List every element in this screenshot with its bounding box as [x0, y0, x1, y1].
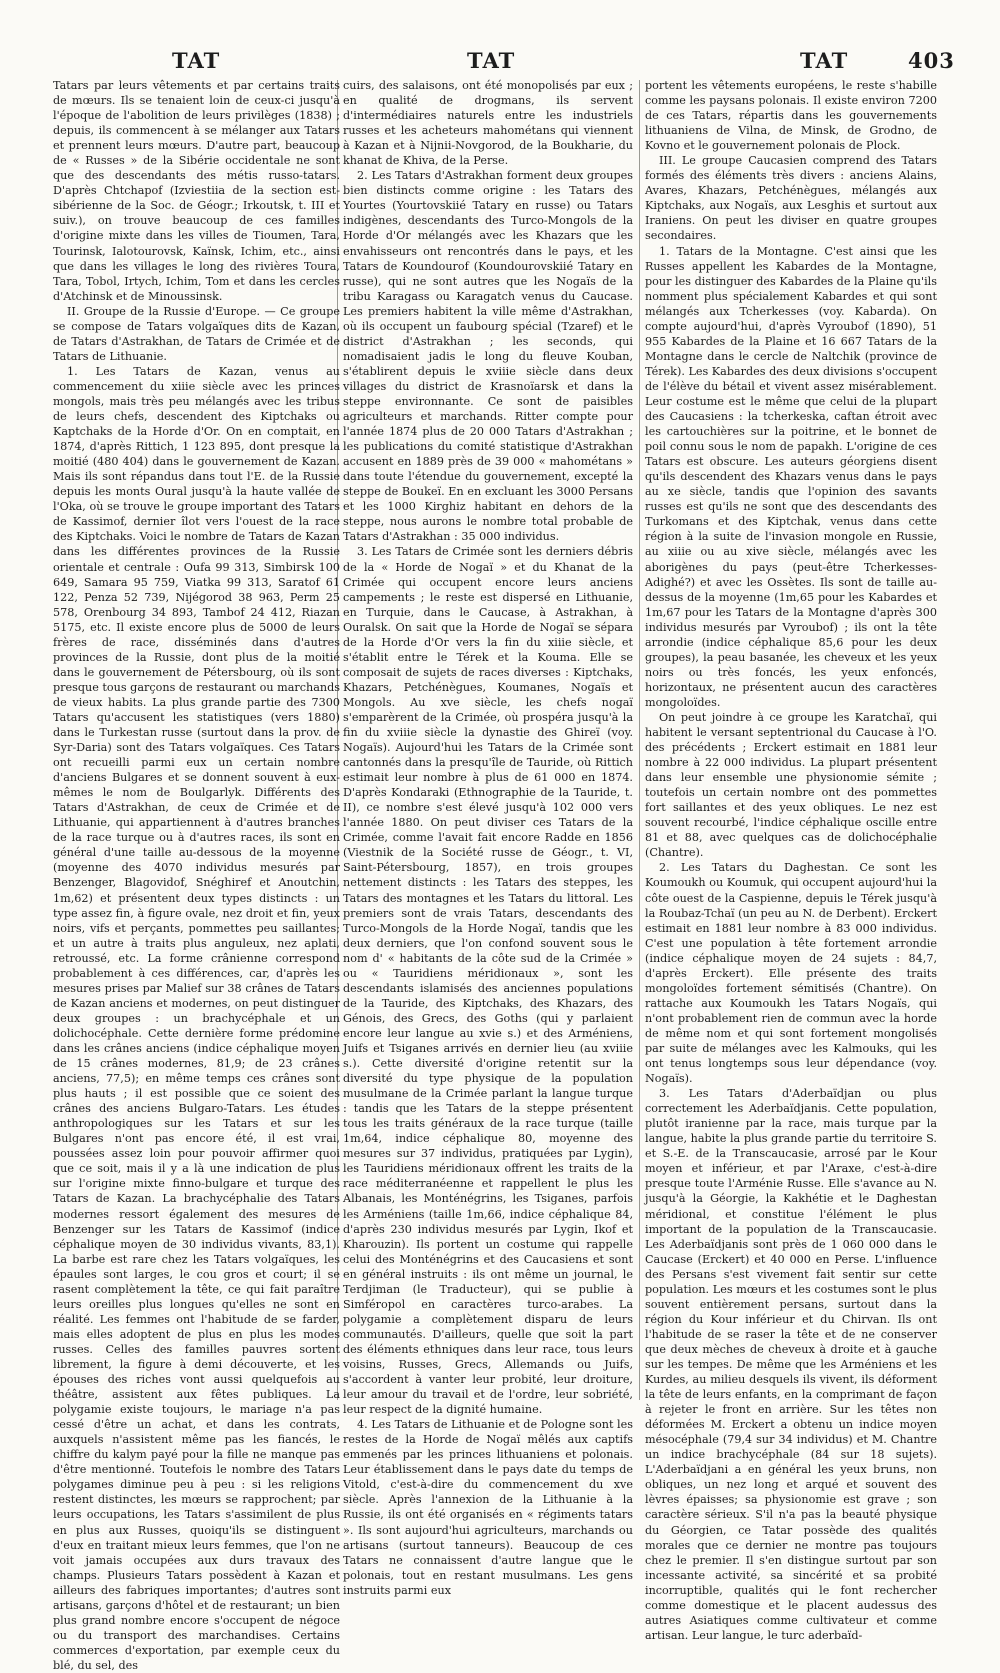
paragraph: Tatars par leurs vêtements et par certains traits de mœurs. Ils se tenaient loin de ceux-ci jusqu'à l'époque de l'abolition de leurs privilèges (1838) ; depuis, ils commencent à se mélanger aux Tatars et prennent leurs mœurs. D'autre part, beaucoup de « Russes » de la Sibérie occidentale ne sont que des descendants des métis russo-tatars. D'après Chtchapof (Izviestiia de la section est-sibérienne de la Soc. de Géogr.; Irkoutsk, t. III et suiv.), on trouve beaucoup de ces familles d'origine mixte dans les villes de Tioumen, Tara, Tourinsk, Ialotourovsk, Kaïnsk, Ichim, etc., ainsi que dans les villages le long des rivières Toura, Tara, Tobol, Irtych, Ichim, Tom et dans les cercles d'Atchinsk et de Minoussinsk.: [53, 79, 340, 303]
paragraph: 4. Les Tatars de Lithuanie et de Pologne sont les restes de la Horde de Nogaï mêlés aux captifs emmenés par les princes lithuaniens et polonais. Leur établissement dans le pays date du temps de Vitold, c'est-à-dire du commencement du xve siècle. Après l'annexion de la Lithuanie à la Russie, ils ont été organisés en « régiments tatars ». Ils sont aujourd'hui agriculteurs, marchands ou artisans (surtout tanneurs). Beaucoup de ces Tatars ne connaissent d'autre langue que le polonais, tout en restant musulmans. Les gens instruits parmi eux: [343, 1418, 633, 1597]
headword-right: TAT: [800, 48, 849, 73]
text-column-1: [53, 78, 340, 1672]
paragraph: II. Groupe de la Russie d'Europe. — Ce groupe se compose de Tatars volgaïques dits de Kazan, de Tatars d'Astrakhan, de Tatars de Crimée et de Tatars de Lithuanie.: [53, 304, 340, 363]
paragraph: 2. Les Tatars d'Astrakhan forment deux groupes bien distincts comme origine : les Tatars des Yourtes (Yourtovskiié Tatary en russe) ou Tatars indigènes, descendants des Turco-Mongols de la Horde d'Or mélangés avec les Khazars que les envahisseurs ont rencontrés dans le pays, et les Tatars de Koundourof (Koundourovskiié Tatary en russe), qui ne sont autres que les Nogaïs de la tribu Karagass ou Karagatch venus du Caucase. Les premiers habitent la ville même d'Astrakhan, où ils occupent un faubourg spécial (Tzaref) et le district d'Astrakhan ; les seconds, qui nomadisaient jadis le long du fleuve Kouban, s'établirent depuis le xviiie siècle dans deux villages du district de Krasnoïarsk et dans la steppe environnante. Ce sont de paisibles agriculteurs et marchands. Ritter compte pour l'année 1874 plus de 20 000 Tatars d'Astrakhan ; les publications du comité statistique d'Astrakhan accusent en 1889 près de 39 000 « mahométans » dans toute l'étendue du gouvernement, excepté la steppe de Boukeï. En en excluant les 3000 Persans et les 1000 Kirghiz habitant en dehors de la steppe, nous aurons le nombre total probable de Tatars d'Astrakhan : 35 000 individus.: [343, 169, 633, 544]
paragraph: 1. Tatars de la Montagne. C'est ainsi que les Russes appellent les Kabardes de la Montagne, pour les distinguer des Kabardes de la Plaine qu'ils nomment plus spécialement Kabardes et qui sont mélangés aux Tcherkesses (voy. Kabarda). On compte aujourd'hui, d'après Vyroubof (1890), 51 955 Kabardes de la Plaine et 16 667 Tatars de la Montagne dans le cercle de Naltchik (province de Térek). Les Kabardes des deux divisions s'occupent de l'élève du bétail et vivent assez misérablement. Leur costume est le même que celui de la plupart des Caucasiens : la tcherkeska, caftan étroit avec les cartouchières sur la poitrine, et le bonnet de poil connu sous le nom de papakh. L'origine de ces Tatars est obscure. Les auteurs géorgiens disent qu'ils descendent des Khazars venus dans le pays au xe siècle, tandis que l'opinion des savants russes est qu'ils ne sont que des descendants des Turkomans et des Kiptchak, venus dans cette région à la suite de l'invasion mongole en Russie, au xiiie ou au xive siècle, mélangés avec les aborigènes du pays (peut-être Tcherkesses-Adighé?) et avec les Ossètes. Ils sont de taille au-dessus de la moyenne (1m,65 pour les Kabardes et 1m,67 pour les Tatars de la Montagne d'après 300 individus mesurés par Vyroubof) ; ils ont la tête arrondie (indice céphalique 85,6 pour les deux groupes), la peau basanée, les cheveux et les yeux noirs ou très foncés, les yeux enfoncés, horizontaux, ne présentent aucun des caractères mongoloïdes.: [645, 244, 937, 709]
paragraph: 3. Les Tatars de Crimée sont les derniers débris de la « Horde de Nogaï » et du Khanat de la Crimée qui occupent encore leurs anciens campements ; le reste est dispersé en Lithuanie, en Turquie, dans le Caucase, à Astrakhan, à Ouralsk. On sait que la Horde de Nogaï se sépara de la Horde d'Or vers la fin du xiiie siècle, et s'établit entre le Térek et la Kouma. Elle se composait de sujets de races diverses : Kiptchaks, Khazars, Petchénègues, Koumanes, Nogaïs et Mongols. Au xve siècle, les chefs nogaï s'emparèrent de la Crimée, où prospéra jusqu'à la fin du xviiie siècle la dynastie des Ghireï (voy. Nogaïs). Aujourd'hui les Tatars de la Crimée sont cantonnés dans la presqu'île de Tauride, où Rittich estimait leur nombre à plus de 61 000 en 1874. D'après Kondaraki (Ethnographie de la Tauride, t. II), ce nombre s'est élevé jusqu'à 102 000 vers l'année 1880. On peut diviser ces Tatars de la Crimée, comme l'avait fait encore Radde en 1856 (Viestnik de la Société russe de Géogr., t. VI, Saint-Pétersbourg, 1857), en trois groupes nettement distincts : les Tatars des steppes, les Tatars des montagnes et les Tatars du littoral. Les premiers sont de vrais Tatars, descendants des Turco-Mongols de la Horde Nogaï, tandis que les deux derniers, que l'on confond souvent sous le nom d' « habitants de la côte sud de la Crimée » ou « Tauridiens méridionaux », sont les descendants islamisés des anciennes populations de la Tauride, des Kiptchaks, des Khazars, des Génois, des Grecs, des Goths (qui y parlaient encore leur langue au xvie s.) et des Arméniens, Juifs et Tsiganes arrivés en dernier lieu (au xviiie s.). Cette diversité d'origine retentit sur la diversité du type physique de la population musulmane de la Crimée parlant la langue turque : tandis que les Tatars de la steppe présentent tous les traits généraux de la race turque (taille 1m,64, indice céphalique 80, moyenne des mesures sur 37 individus, pratiquées par Lygin), les Tauridiens méridionaux offrent les traits de la race méditerranéenne et rappellent le plus les Albanais, les Monténégrins, les Tsiganes, parfois les Arméniens (taille 1m,66, indice céphalique 84, d'après 230 individus mesurés par Lygin, Ikof et Kharouzin). Ils portent un costume qui rappelle celui des Monténégrins et des Caucasiens et sont en général instruits : ils ont même un journal, le Terdjiman (le Traducteur), qui se publie à Simféropol en caractères turco-arabes. La polygamie a complètement disparu de leurs communautés. D'ailleurs, quelle que soit la part des éléments ethniques dans leur race, tous leurs voisins, Russes, Grecs, Allemands ou Juifs, s'accordent à vanter leur probité, leur droiture, leur amour du travail et de l'ordre, leur sobriété, leur respect de la dignité humaine.: [343, 545, 633, 1417]
headword-left: TAT: [172, 48, 221, 73]
headword-center: TAT: [467, 48, 516, 73]
text-column-2: [343, 78, 633, 1597]
page-number: 403: [908, 48, 955, 73]
paragraph: 2. Les Tatars du Daghestan. Ce sont les Koumoukh ou Koumuk, qui occupent aujourd'hui la côte ouest de la Caspienne, depuis le Térek jusqu'à la Roubaz-Tchaï (un peu au N. de Derbent). Erckert estimait en 1881 leur nombre à 83 000 individus. C'est une population à tête fortement arrondie (indice céphalique moyen de 24 sujets : 84,7, d'après Erckert). Elle présente des traits mongoloïdes fortement sémitisés (Chantre). On rattache aux Koumoukh les Tatars Nogaïs, qui n'ont probablement rien de commun avec la horde de même nom et qui sont fortement mongolisés par suite de mélanges avec les Kalmouks, qui les ont tenus longtemps sous leur dépendance (voy. Nogaïs).: [645, 861, 937, 1086]
running-header: [0, 48, 1000, 78]
text-column-3: [645, 78, 937, 1642]
paragraph: 3. Les Tatars d'Aderbaïdjan ou plus correctement les Aderbaïdjanis. Cette population, plutôt iranienne par la race, mais turque par la langue, habite la plus grande partie du territoire S. et S.-E. de la Transcaucasie, arrosé par le Kour moyen et inférieur, et par l'Araxe, c'est-à-dire presque toute l'Arménie Russe. Elle s'avance au N. jusqu'à la Géorgie, la Kakhétie et le Daghestan méridional, et constitue l'élément le plus important de la population de la Transcaucasie. Les Aderbaïdjanis sont près de 1 060 000 dans le Caucase (Erckert) et 40 000 en Perse. L'influence des Persans s'est vivement fait sentir sur cette population. Les mœurs et les costumes sont le plus souvent entièrement persans, surtout dans la région du Kour inférieur et du Chirvan. Ils ont l'habitude de se raser la tête et de ne conserver que deux mèches de cheveux à droite et à gauche sur les tempes. De même que les Arméniens et les Kurdes, au milieu desquels ils vivent, ils déforment la tête de leurs enfants, en la comprimant de façon à rejeter le front en arrière. Sur les têtes non déformées M. Erckert a obtenu un indice moyen mésocéphale (79,4 sur 34 individus) et M. Chantre un indice brachycéphale (84 sur 18 sujets). L'Aderbaïdjani a en général les yeux bruns, non obliques, un nez long et arqué et souvent des lèvres épaisses; sa physionomie est grave ; son caractère sérieux. S'il n'a pas la beauté physique du Géorgien, ce Tatar possède des qualités morales que ce dernier ne montre pas toujours chez le premier. Il s'en distingue surtout par son incessante activité, sa sincérité et sa probité incorruptible, qualités qui le font rechercher comme domestique et le placent audessus des autres Asiatiques comme cultivateur et comme artisan. Leur langue, le turc aderbaïd-: [645, 1087, 937, 1642]
paragraph: 1. Les Tatars de Kazan, venus au commencement du xiiie siècle avec les princes mongols, mais très peu mélangés avec les tribus de leurs chefs, descendent des Kiptchaks ou Kaptchaks de la Horde d'Or. On en comptait, en 1874, d'après Rittich, 1 123 895, dont presque la moitié (480 404) dans le gouvernement de Kazan. Mais ils sont répandus dans tout l'E. de la Russie depuis les monts Oural jusqu'à la haute vallée de l'Oka, où se trouve le groupe important des Tatars de Kassimof, dernier îlot vers l'ouest de la race des Kiptchaks. Voici le nombre de Tatars de Kazan dans les différentes provinces de la Russie orientale et centrale : Oufa 99 313, Simbirsk 100 649, Samara 95 759, Viatka 99 313, Saratof 61 122, Penza 52 739, Nijégorod 38 963, Perm 25 578, Orenbourg 34 893, Tambof 24 412, Riazan 5175, etc. Il existe encore plus de 5000 de leurs frères de race, disséminés dans d'autres provinces de la Russie, dont plus de la moitié dans le gouvernement de Pétersbourg, où ils sont presque tous garçons de restaurant ou marchands de vieux habits. La plus grande partie des 7300 Tatars qu'accusent les statistiques (vers 1880) dans le Turkestan russe (surtout dans la prov. de Syr-Daria) sont des Tatars volgaïques. Ces Tatars ont recueilli parmi eux un certain nombre d'anciens Bulgares et se donnent souvent à eux-mêmes le nom de Boulgarlyk. Différents des Tatars d'Astrakhan, de ceux de Crimée et de Lithuanie, qui appartiennent à d'autres branches de la race turque ou à d'autres races, ils sont en général d'une taille au-dessous de la moyenne (moyenne des 4070 individus mesurés par Benzenger, Blagovidof, Snéghiref et Anoutchin, 1m,62) et présentent deux types distincts : un type assez fin, à figure ovale, nez droit et fin, yeux noirs, vifs et perçants, pommettes peu saillantes; et un autre à traits plus anguleux, nez aplati, retroussé, etc. La forme crânienne correspond probablement à ces différences, car, d'après les mesures prises par Malief sur 38 crânes de Tatars de Kazan anciens et modernes, on peut distinguer deux groupes : un brachycéphale et un dolichocéphale. Cette dernière forme prédomine dans les crânes anciens (indice céphalique moyen de 15 crânes modernes, 81,9; de 23 crânes anciens, 77,5); en même temps ces crânes sont plus hauts ; il est possible que ce soient des crânes des anciens Bulgaro-Tatars. Les études anthropologiques sur les Tatars et sur les Bulgares n'ont pas encore été, il est vrai, poussées assez loin pour pouvoir affirmer quoi que ce soit, mais il y a là une indication de plus sur l'origine mixte finno-bulgare et turque des Tatars de Kazan. La brachycéphalie des Tatars modernes ressort également des mesures de Benzenger sur les Tatars de Kassimof (indice céphalique moyen de 30 individus vivants, 83,1). La barbe est rare chez les Tatars volgaïques, les épaules sont larges, le cou gros et court; il se rasent complètement la tête, ce qui fait paraître leurs oreilles plus longues qu'elles ne sont en réalité. Les femmes ont l'habitude de se farder, mais elles adoptent de plus en plus les modes russes. Celles des familles pauvres sortent librement, la figure à demi découverte, et les épouses des riches vont aussi quelquefois au théâtre, assistent aux fêtes publiques. La polygamie existe toujours, le mariage n'a pas cessé d'être un achat, et dans les contrats, auxquels n'assistent même pas les fiancés, le chiffre du kalym payé pour la fille ne manque pas d'être mentionné. Toutefois le nombre des Tatars polygames diminue peu à peu : si les religions restent distinctes, les mœurs se rapprochent; par leurs occupations, les Tatars s'assimilent de plus en plus aux Russes, quoiqu'ils se distinguent d'eux en traitant mieux leurs femmes, que l'on ne voit jamais occupées aux durs travaux des champs. Plusieurs Tatars possèdent à Kazan et ailleurs des fabriques importantes; d'autres sont artisans, garçons d'hôtel et de restaurant; un bien plus grand nombre encore s'occupent de négoce ou du transport des marchandises. Certains commerces d'exportation, par exemple ceux du blé, du sel, des: [53, 364, 340, 1672]
paragraph: cuirs, des salaisons, ont été monopolisés par eux ; en qualité de drogmans, ils servent d'intermédiaires naturels entre les industriels russes et les acheteurs mahométans qui viennent à Kazan et à Nijnii-Novgorod, de la Boukharie, du khanat de Khiva, de la Perse.: [343, 79, 633, 168]
paragraph: III. Le groupe Caucasien comprend des Tatars formés des éléments très divers : anciens Alains, Avares, Khazars, Petchénègues, mélangés aux Kiptchaks, aux Nogaïs, aux Lesghis et surtout aux Iraniens. On peut les diviser en quatre groupes secondaires.: [645, 154, 937, 243]
column-rule: [639, 80, 640, 1400]
paragraph: On peut joindre à ce groupe les Karatchaï, qui habitent le versant septentrional du Caucase à l'O. des précédents ; Erckert estimait en 1881 leur nombre à 22 000 individus. La plupart présentent dans leur ensemble une physionomie sémite ; toutefois un certain nombre ont des pommettes fort saillantes et des yeux obliques. Le nez est souvent recourbé, l'indice céphalique oscille entre 81 et 88, avec quelques cas de dolichocéphalie (Chantre).: [645, 710, 937, 860]
paragraph: portent les vêtements européens, le reste s'habille comme les paysans polonais. Il existe environ 7200 de ces Tatars, répartis dans les gouvernements lithuaniens de Vilna, de Minsk, de Grodno, de Kovno et le gouvernement polonais de Plock.: [645, 79, 937, 153]
